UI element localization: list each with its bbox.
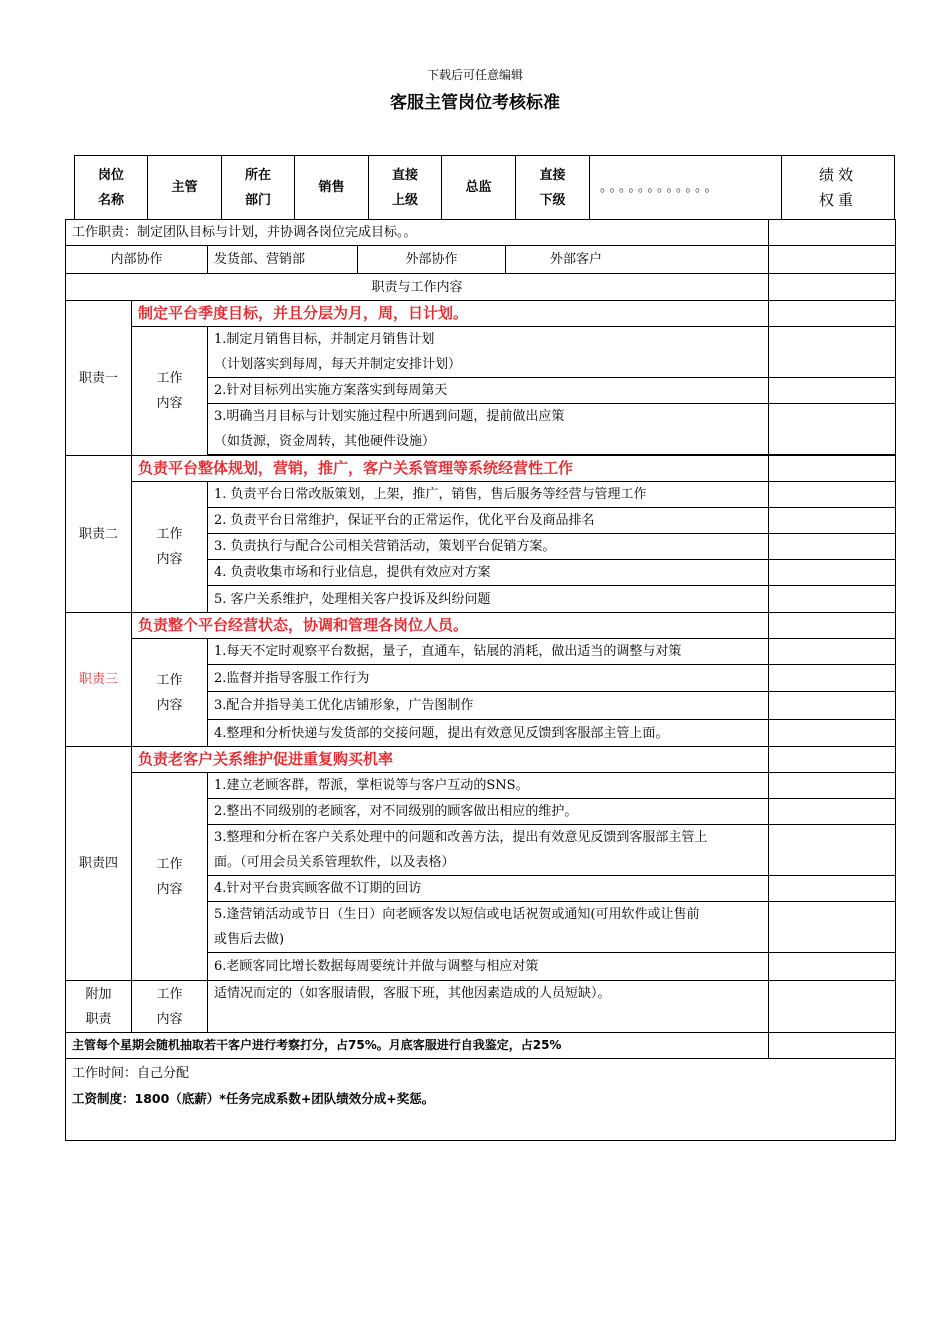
duty-3-label: 职责三 [66,613,132,747]
dept-label: 所在 部门 [222,156,295,219]
duty-2-item-row [66,482,896,508]
duty-4-item-1: 1.建立老顾客群，帮派，掌柜说等与客户互动的SNS。 [208,773,769,799]
weight-cell [769,508,896,534]
weight-cell [769,220,896,246]
duty-4-item-row [66,773,896,799]
duty-4-item-2: 2.整出不同级别的老顾客，对不同级别的顾客做出相应的维护。 [208,799,769,825]
work-content-label: 工作 内容 [132,639,208,747]
weight-cell [769,799,896,825]
external-coop-value: 外部客户 [506,246,769,274]
external-coop-label: 外部协作 [358,246,506,274]
internal-coop-value: 发货部、营销部 [208,246,358,274]
work-time-text: 工作时间：自己分配 [72,1066,190,1081]
work-content-label: 工作 内容 [132,482,208,613]
salary-text: 工资制度：1800（底薪）*任务完成系数+团队绩效分成+奖惩。 [72,1091,435,1106]
duty-4-item-4: 4.针对平台贵宾顾客做不订期的回访 [208,876,769,902]
weight-cell [769,981,896,1033]
duty-3-item-2: 2.监督并指导客服工作行为 [208,665,769,692]
weight-cell [769,560,896,586]
extra-duty-label: 附加 职责 [66,981,132,1033]
info-header-row [74,155,895,220]
post-label: 岗位 名称 [75,156,148,219]
weight-cell [769,246,896,274]
job-duty-row [66,220,896,246]
subordinate-value: 。。。。。。。。。。。。 [590,156,782,219]
duty-4-label: 职责四 [66,747,132,981]
weight-cell [769,327,896,378]
duty-1-head: 制定平台季度目标，并且分层为月，周，日计划。 [132,301,769,327]
duty-2-item-1: 1. 负责平台日常改版策划，上架，推广，销售，售后服务等经营与管理工作 [208,482,769,508]
duty-2-head: 负责平台整体规划，营销，推广，客户关系管理等系统经营性工作 [132,456,769,482]
weight-cell [769,482,896,508]
weight-cell [769,301,896,327]
extra-duty-content: 适情况而定的（如客服请假，客服下班，其他因素造成的人员短缺）。 [208,981,769,1033]
weight-cell [769,404,896,455]
post-value: 主管 [148,156,222,219]
duty-table [65,219,896,1141]
duty-4-head-row [66,747,896,773]
weight-cell [769,1033,896,1059]
weight-cell [769,534,896,560]
weight-cell [769,456,896,482]
duty-4-item-3: 3.整理和分析在客户关系处理中的问题和改善方法，提出有效意见反馈到客服部主管上 面。（可用会员关系管理软件，以及表格） [208,825,769,876]
weight-cell [769,876,896,902]
cooperation-row [66,246,896,274]
duty-4-head: 负责老客户关系维护促进重复购买机率 [132,747,769,773]
duty-3-item-4: 4.整理和分析快递与发货部的交接问题，提出有效意见反馈到客服部主管上面。 [208,720,769,747]
assessment-text: 主管每个星期会随机抽取若干客户进行考察打分，占75%。月底客服进行自我鉴定，占25% [66,1033,769,1059]
duty-3-item-3: 3.配合并指导美工优化店铺形象，广告图制作 [208,692,769,720]
weight-cell [769,692,896,720]
internal-coop-label: 内部协作 [66,246,208,274]
work-content-label: 工作 内容 [132,327,208,456]
superior-label: 直接 上级 [369,156,442,219]
duty-1-item-1: 1.制定月销售目标，并制定月销售计划 （计划落实到每周，每天并制定安排计划） [208,327,769,378]
weight-cell [769,613,896,639]
top-note: 下载后可任意编辑 [426,68,523,82]
duty-4-item-5: 5.逢营销活动或节日（生日）向老顾客发以短信或电话祝贺或通知(可用软件或让售前 或售后去做) [208,902,769,953]
duty-1-label: 职责一 [66,301,132,456]
performance-weight-label: 绩效 权重 [818,165,857,209]
weight-cell [769,639,896,665]
weight-cell [769,378,896,404]
duty-3-head-row [66,613,896,639]
duty-2-item-5: 5. 客户关系维护，处理相关客户投诉及纠纷问题 [208,586,769,613]
duty-4-item-6: 6.老顾客同比增长数据每周要统计并做与调整与相应对策 [208,953,769,981]
duty-1-item-row [66,327,896,378]
weight-cell [769,953,896,981]
duty-3-item-1: 1.每天不定时观察平台数据，量子，直通车，钻展的消耗，做出适当的调整与对策 [208,639,769,665]
weight-cell [769,902,896,953]
weight-cell [769,274,896,301]
time-salary-row [66,1059,896,1141]
subordinate-label: 直接 下级 [516,156,590,219]
duty-3-item-row [66,639,896,665]
duty-3-head: 负责整个平台经营状态，协调和管理各岗位人员。 [132,613,769,639]
job-duty-text: 工作职责：制定团队目标与计划，并协调各岗位完成目标。。 [66,220,769,246]
duty-2-head-row [66,456,896,482]
section-title-row [66,274,896,301]
duty-2-item-2: 2. 负责平台日常维护，保证平台的正常运作，优化平台及商品排名 [208,508,769,534]
duty-1-item-2: 2.针对目标列出实施方案落实到每周第天 [208,378,769,404]
weight-cell [769,720,896,747]
dept-value: 销售 [295,156,369,219]
page-title: 客服主管岗位考核标准 [390,93,560,113]
work-content-label: 工作 内容 [132,981,208,1033]
duty-2-label: 职责二 [66,456,132,613]
section-title: 职责与工作内容 [66,274,769,301]
work-content-label: 工作 内容 [132,773,208,981]
duty-2-item-4: 4. 负责收集市场和行业信息，提供有效应对方案 [208,560,769,586]
weight-cell [769,747,896,773]
time-salary-cell [66,1059,896,1141]
weight-cell [769,825,896,876]
extra-duty-row [66,981,896,1033]
duty-1-item-3: 3.明确当月目标与计划实施过程中所遇到问题，提前做出应策 （如货源，资金周转，其他硬件设施） [208,404,769,455]
superior-value: 总监 [442,156,516,219]
duty-1-head-row [66,301,896,327]
weight-cell [769,773,896,799]
assessment-row [66,1033,896,1059]
weight-cell [769,586,896,613]
duty-2-item-3: 3. 负责执行与配合公司相关营销活动，策划平台促销方案。 [208,534,769,560]
weight-cell [769,665,896,692]
